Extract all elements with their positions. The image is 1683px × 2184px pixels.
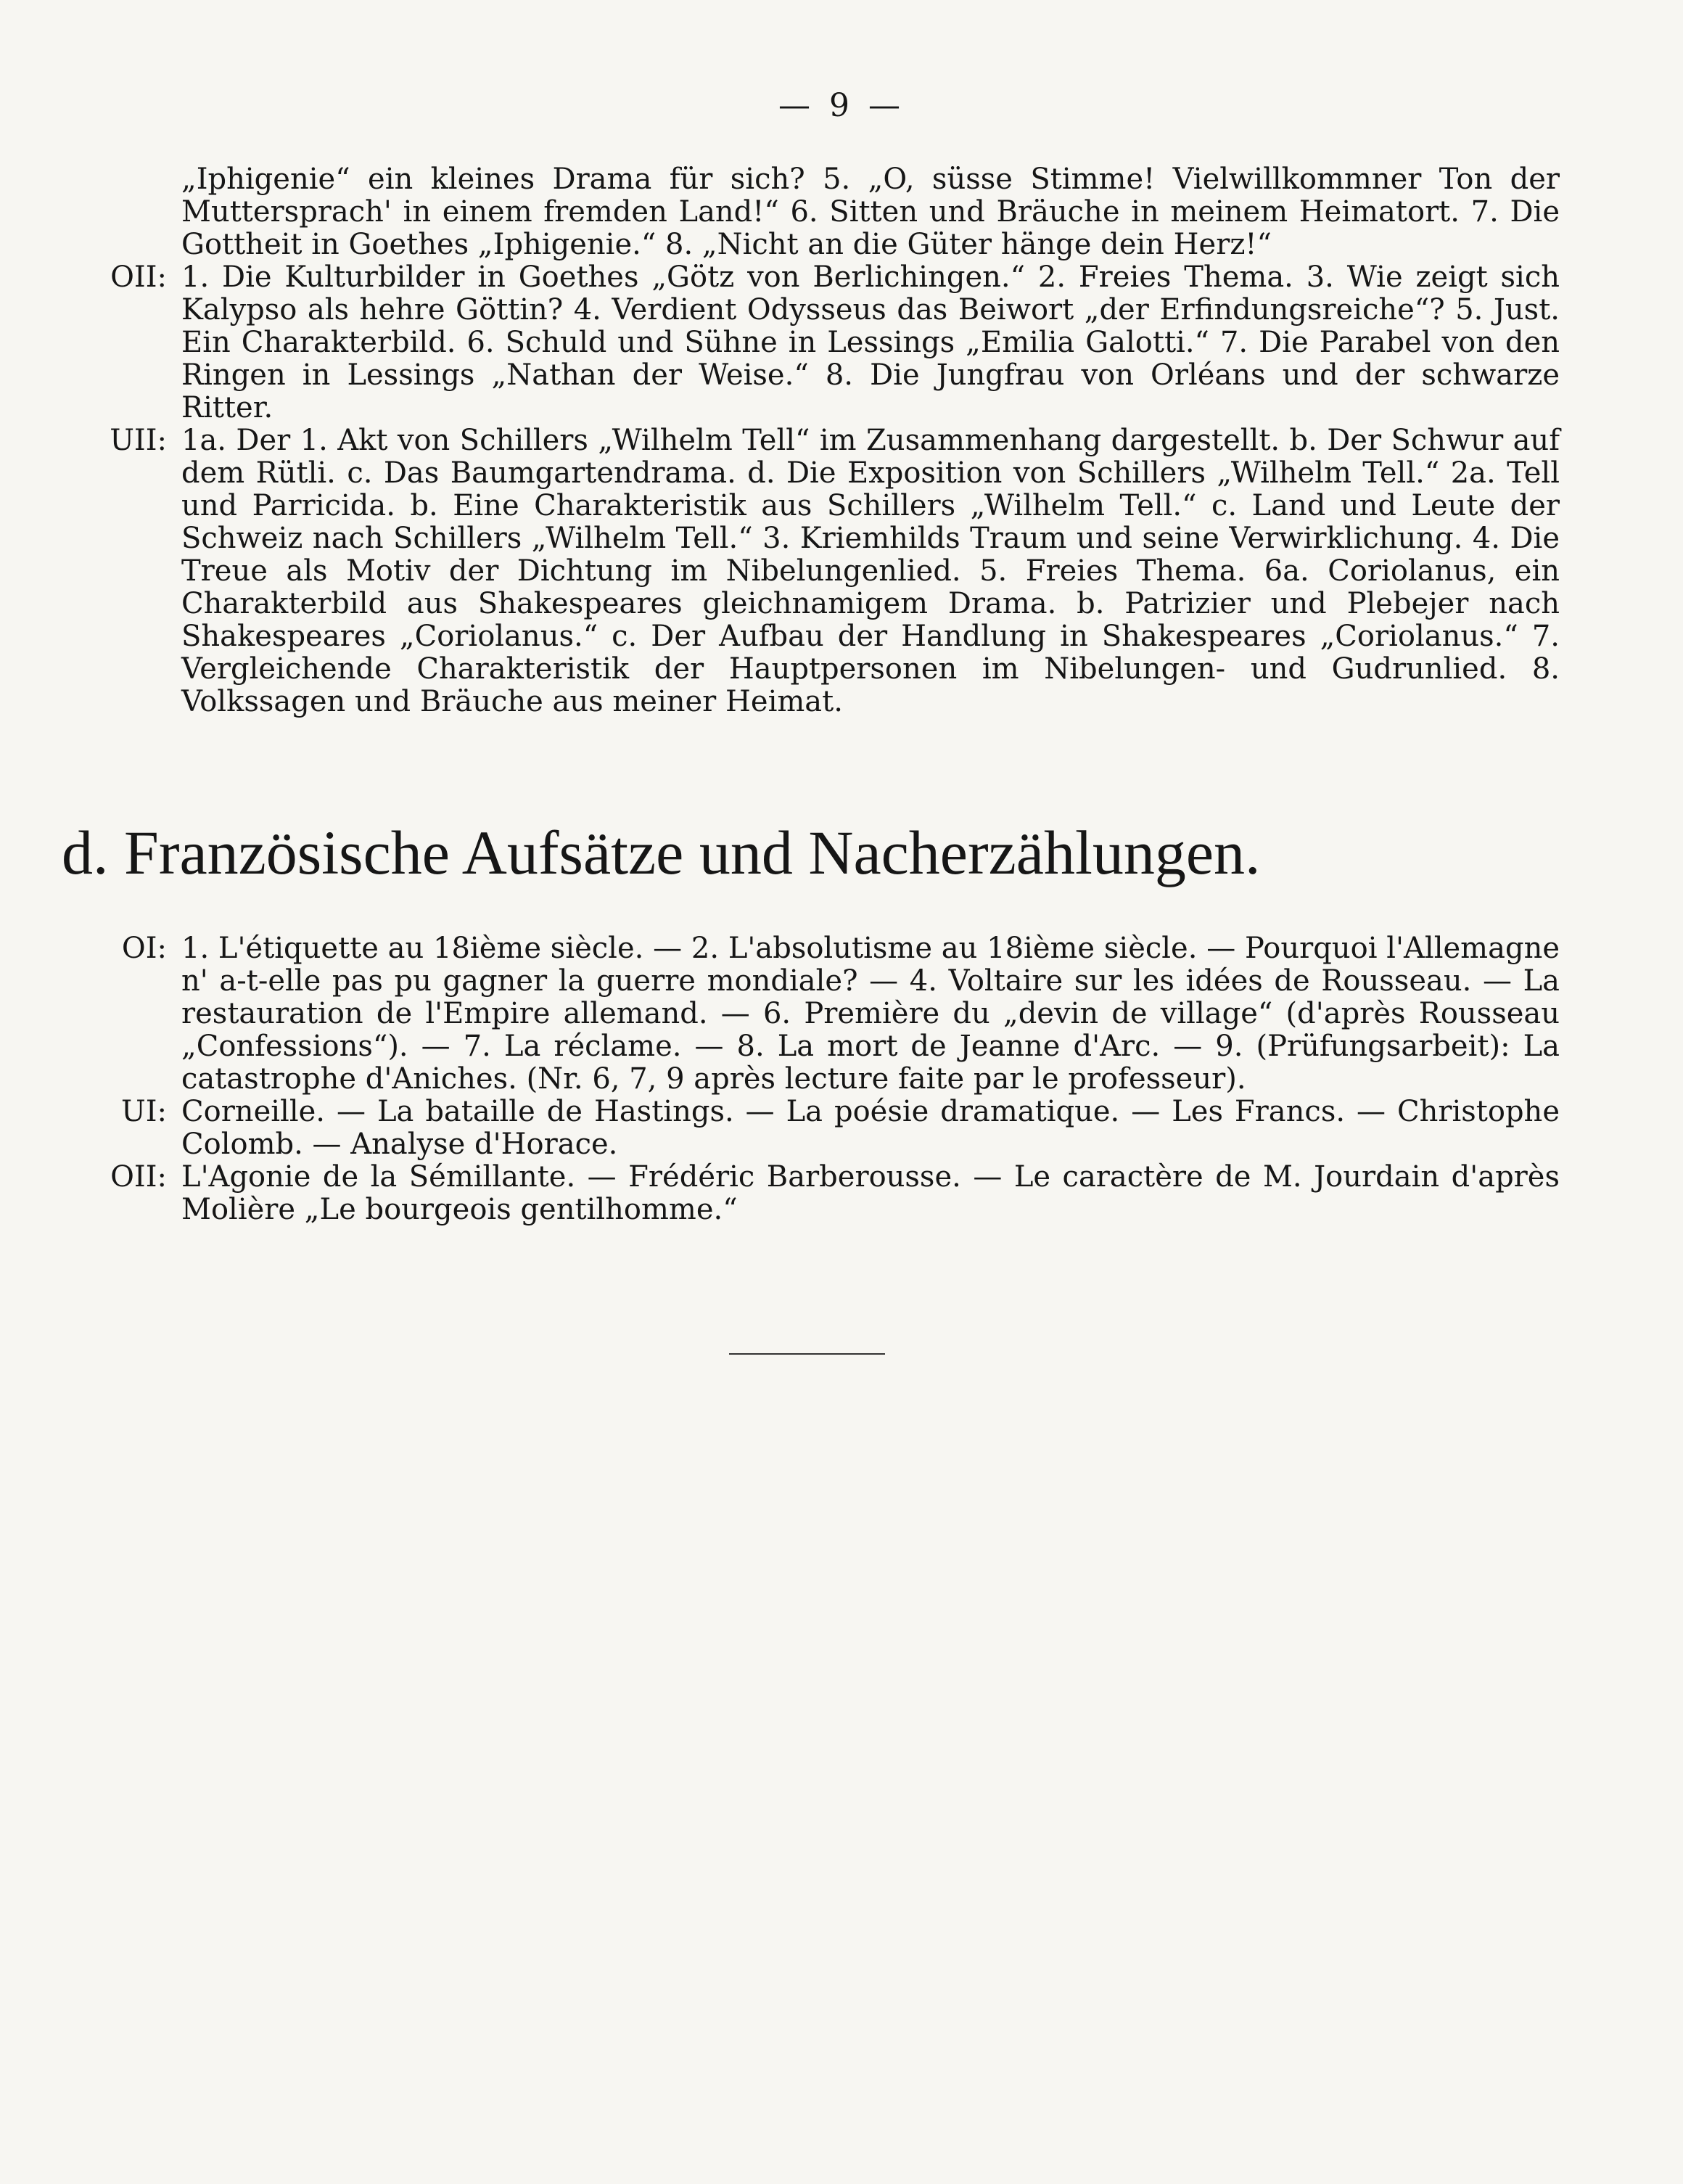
class-label: OII: (110, 1160, 167, 1194)
continued-text: „Iphigenie“ ein kleines Drama für sich? 5. „O, süsse Stimme! Vielwillkommner Ton der Muttersprach' in einem fremden Land!“ 6. Sitten und Bräuche in meinem Heimatort. 7. Die Gottheit in Goethes „Iphigenie.“ 8. „Nicht an die Güter hänge dein Herz!“ (181, 163, 1560, 261)
essay-entry-uii (73, 424, 1560, 718)
closing-rule (729, 1353, 885, 1355)
page-number: — 9 — (778, 87, 905, 124)
essay-topics: 1. Die Kulturbilder in Goethes „Götz von Berlichingen.“ 2. Freies Thema. 3. Wie zeigt sich Kalypso als hehre Göttin? 4. Verdient Odysseus das Beiwort „der Erfindungsreiche“? 5. Just. Ein Charakterbild. 6. Schuld und Sühne in Lessings „Emilia Galotti.“ 7. Die Parabel von den Ringen in Lessings „Nathan der Weise.“ 8. Die Jungfrau von Orléans und der schwarze Ritter. (181, 260, 1560, 424)
essay-entry-ui (73, 1096, 1560, 1161)
class-label: OII: (110, 260, 167, 294)
essay-topics: Corneille. — La bataille de Hastings. — La poésie dramatique. — Les Francs. — Christophe Colomb. — Analyse d'Horace. (181, 1095, 1560, 1161)
essay-topics: 1. L'étiquette au 18ième siècle. — 2. L'absolutisme au 18ième siècle. — Pourquoi l'Allemagne n' a-t-elle pas pu gagner la guerre mondiale? — 4. Voltaire sur les idées de Rousseau. — La restauration de l'Empire allemand. — 6. Première du „devin de village“ (d'après Rousseau „Confessions“). — 7. La réclame. — 8. La mort de Jeanne d'Arc. — 9. (Prüfungsarbeit): La catastrophe d'Aniches. (Nr. 6, 7, 9 après lecture faite par le professeur). (181, 932, 1560, 1096)
german-essay-list (73, 163, 1560, 718)
essay-entry-oii (73, 261, 1560, 424)
essay-topics: L'Agonie de la Sémillante. — Frédéric Barberousse. — Le caractère de M. Jourdain d'après Molière „Le bourgeois gentilhomme.“ (181, 1160, 1560, 1226)
essay-entry-oii (73, 1161, 1560, 1226)
french-essay-list (73, 932, 1560, 1226)
section-heading: d. Französische Aufsätze und Nacherzählungen. (62, 818, 1261, 887)
class-label: UI: (121, 1095, 167, 1128)
class-label: UII: (110, 424, 167, 457)
essay-entry-oi (73, 932, 1560, 1096)
class-label: OI: (121, 932, 167, 965)
essay-topics: 1a. Der 1. Akt von Schillers „Wilhelm Tell“ im Zusammenhang dargestellt. b. Der Schwur auf dem Rütli. c. Das Baumgartendrama. d. Die Exposition von Schillers „Wilhelm Tell.“ 2a. Tell und Parricida. b. Eine Charakteristik aus Schillers „Wilhelm Tell.“ c. Land und Leute der Schweiz nach Schillers „Wilhelm Tell.“ 3. Kriemhilds Traum und seine Verwirklichung. 4. Die Treue als Motiv der Dichtung im Nibelungenlied. 5. Freies Thema. 6a. Coriolanus, ein Charakterbild aus Shakespeares gleichnamigem Drama. b. Patrizier und Plebejer nach Shakespeares „Coriolanus.“ c. Der Aufbau der Handlung in Shakespeares „Coriolanus.“ 7. Vergleichende Charakteristik der Hauptpersonen im Nibelungen- und Gudrunlied. 8. Volkssagen und Bräuche aus meiner Heimat. (181, 424, 1560, 718)
